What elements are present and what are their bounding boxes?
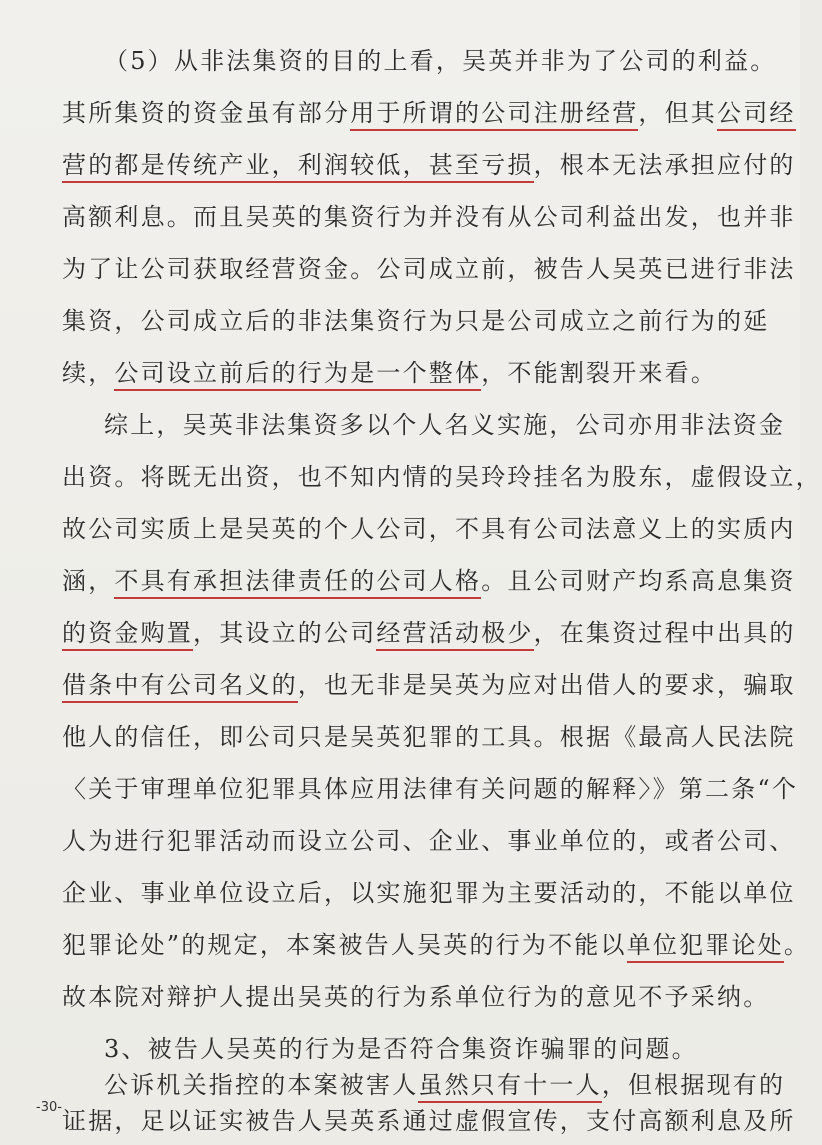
text-line	[62, 514, 796, 544]
text-segment: 集资，公司成立后的非法集资行为只是公司成立之前行为的延	[62, 307, 770, 335]
text-line	[62, 722, 796, 752]
text-segment: 他人的信任，即公司只是吴英犯罪的工具。根据《最高人民法院	[62, 723, 796, 751]
text-segment: 续，	[62, 359, 115, 387]
text-line	[62, 306, 769, 336]
text-segment: 人为进行犯罪活动而设立公司、企业、事业单位的，或者公司、	[62, 827, 796, 855]
text-line	[62, 878, 796, 908]
page-number: -30-	[36, 1100, 62, 1115]
text-segment: 。	[783, 931, 811, 959]
text-segment: 3、被告人吴英的行为是否符合集资诈骗罪的问题。	[104, 1035, 698, 1063]
text-line	[62, 566, 796, 596]
text-line	[62, 358, 717, 388]
text-segment: ，但根据现有的	[601, 1071, 786, 1099]
text-segment: ，根本无法承担应付的	[533, 151, 796, 179]
text-line	[104, 410, 785, 440]
text-line	[62, 202, 796, 232]
text-segment: 综上，吴英非法集资多以个人名义实施，公司亦用非法资金	[104, 411, 786, 439]
text-segment: ，但其	[638, 99, 718, 127]
text-line	[62, 1106, 796, 1136]
text-segment: 高额利息。而且吴英的集资行为并没有从公司利益出发，也并非	[62, 203, 796, 231]
text-segment: ，在集资过程中出具的	[533, 619, 796, 647]
text-segment: ，不能割裂开来看。	[481, 359, 718, 387]
underlined-text: 用于所谓的公司注册经营	[350, 99, 638, 131]
text-segment: ，也无非是吴英为应对出借人的要求，骗取	[297, 671, 796, 699]
text-segment: 出资。将既无出资，也不知内情的吴玲玲挂名为股东，虚假设立，	[62, 463, 822, 491]
text-segment: 故本院对辩护人提出吴英的行为系单位行为的意见不予采纳。	[62, 983, 770, 1011]
text-line	[62, 774, 798, 804]
text-line	[62, 982, 769, 1012]
text-segment: 其所集资的资金虽有部分	[62, 99, 351, 127]
underlined-text: 单位犯罪论处	[627, 931, 784, 963]
underlined-text: 经营活动极少	[376, 619, 533, 651]
underlined-text: 借条中有公司名义的	[62, 671, 298, 703]
underlined-text: 的资金购置	[62, 619, 193, 651]
text-segment: 犯罪论处”的规定，本案被告人吴英的行为不能以	[62, 931, 627, 959]
underlined-text: 营的都是传统产业，利润较低，甚至亏损	[62, 151, 534, 183]
text-line	[62, 618, 796, 648]
text-line	[104, 46, 776, 76]
text-segment: 公诉机关指控的本案被害人	[104, 1071, 419, 1099]
underlined-text: 不具有承担法律责任的公司人格	[114, 567, 481, 599]
text-segment: 证据，足以证实被告人吴英系通过虚假宣传，支付高额利息及所	[62, 1107, 796, 1135]
text-line	[62, 826, 796, 856]
text-line	[62, 150, 796, 180]
text-line	[104, 1034, 698, 1064]
text-line	[62, 98, 796, 128]
underlined-text: 虽然只有十一人	[418, 1071, 601, 1103]
text-line	[104, 1070, 785, 1100]
text-line	[62, 254, 796, 284]
text-segment: 〈关于审理单位犯罪具体应用法律有关问题的解释〉》第二条“个	[62, 775, 799, 803]
text-line	[62, 930, 810, 960]
text-line	[62, 462, 822, 492]
text-segment: 故公司实质上是吴英的个人公司，不具有公司法意义上的实质内	[62, 515, 796, 543]
text-segment: 涵，	[62, 567, 115, 595]
underlined-text: 公司设立前后的行为是一个整体	[114, 359, 481, 391]
text-segment: ，其设立的公司	[193, 619, 377, 647]
text-segment: 企业、事业单位设立后，以实施犯罪为主要活动的，不能以单位	[62, 879, 796, 907]
underlined-text: 公司经	[717, 99, 796, 131]
text-segment: 为了让公司获取经营资金。公司成立前，被告人吴英已进行非法	[62, 255, 796, 283]
text-line	[62, 670, 796, 700]
text-segment: （5）从非法集资的目的上看，吴英并非为了公司的利益。	[104, 47, 777, 75]
text-segment: 。且公司财产均系高息集资	[481, 567, 796, 595]
